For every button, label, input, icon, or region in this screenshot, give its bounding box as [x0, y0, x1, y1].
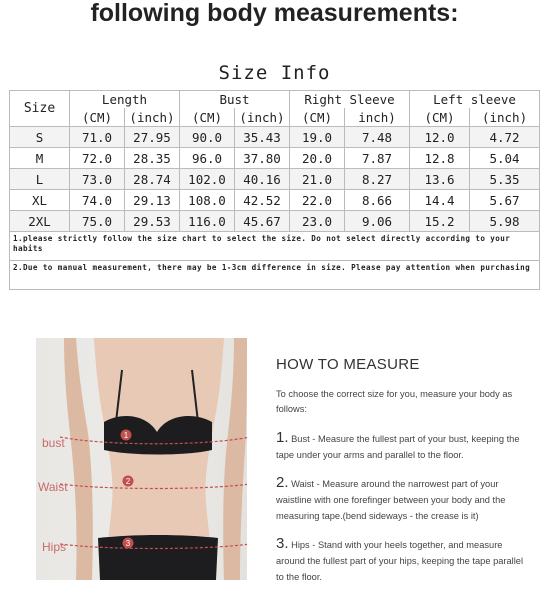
bust-label: bust: [42, 436, 65, 450]
cell: 102.0: [180, 169, 235, 190]
cell: 35.43: [235, 127, 290, 148]
measure-step-waist: [276, 475, 526, 524]
cell: 23.0: [290, 211, 345, 232]
cell: 42.52: [235, 190, 290, 211]
cell: 4.72: [470, 127, 540, 148]
unit-cell: (CM): [410, 108, 470, 127]
cell: 90.0: [180, 127, 235, 148]
cell: 37.80: [235, 148, 290, 169]
marker-label: 3: [125, 539, 131, 548]
unit-cell: (CM): [70, 108, 125, 127]
header-size: Size: [10, 91, 70, 127]
hips-label: Hips: [42, 540, 67, 554]
table-row: [10, 211, 540, 232]
table-row: [10, 169, 540, 190]
header-right-sleeve: Right Sleeve: [290, 91, 410, 109]
cell: 72.0: [70, 148, 125, 169]
cell: 19.0: [290, 127, 345, 148]
measure-step-hips: [276, 536, 526, 585]
cell: 96.0: [180, 148, 235, 169]
cell: 71.0: [70, 127, 125, 148]
cell: 8.66: [345, 190, 410, 211]
cell: 15.2: [410, 211, 470, 232]
cell: 20.0: [290, 148, 345, 169]
cell: 29.53: [125, 211, 180, 232]
table-row: [10, 148, 540, 169]
marker-label: 1: [123, 431, 129, 440]
cell: 9.06: [345, 211, 410, 232]
unit-cell: (inch): [125, 108, 180, 127]
cell: 45.67: [235, 211, 290, 232]
cell: 27.95: [125, 127, 180, 148]
step-number: 3.: [276, 535, 289, 552]
measure-step-bust: [276, 430, 526, 463]
step-text: Bust - Measure the fullest part of your bust, keeping the tape under your arms and parallel to the floor.: [276, 434, 520, 460]
header-length: Length: [70, 91, 180, 109]
step-text: Waist - Measure around the narrowest part of your waistline with one forefinger between your body and the measuring tape.(bend sideways - the crease is it): [276, 479, 506, 521]
cell: S: [10, 127, 70, 148]
step-text: Hips - Stand with your heels together, and measure around the fullest part of your hips, keeping the tape parallel to the floor.: [276, 540, 524, 582]
cell: 108.0: [180, 190, 235, 211]
waist-label: Waist: [38, 480, 68, 494]
cell: 28.35: [125, 148, 180, 169]
cell: 5.67: [470, 190, 540, 211]
note-row: [10, 261, 540, 290]
cell: 22.0: [290, 190, 345, 211]
cell: 73.0: [70, 169, 125, 190]
cell: 40.16: [235, 169, 290, 190]
header-left-sleeve: Left sleeve: [410, 91, 540, 109]
unit-cell: (inch): [470, 108, 540, 127]
table-row: [10, 127, 540, 148]
how-to-measure-panel: [276, 356, 526, 597]
unit-cell: inch): [345, 108, 410, 127]
cell: 8.27: [345, 169, 410, 190]
table-units-row: [10, 108, 540, 127]
model-illustration: [36, 338, 247, 580]
table-header-row: [10, 91, 540, 109]
note-row: [10, 232, 540, 261]
cell: 28.74: [125, 169, 180, 190]
cell: 13.6: [410, 169, 470, 190]
cell: 29.13: [125, 190, 180, 211]
header-bust: Bust: [180, 91, 290, 109]
size-note-2: 2.Due to manual measurement, there may be 1-3cm difference in size. Please pay attention when purchasing: [10, 261, 540, 290]
step-number: 1.: [276, 429, 289, 446]
cell: 12.8: [410, 148, 470, 169]
cell: 75.0: [70, 211, 125, 232]
unit-cell: (inch): [235, 108, 290, 127]
cell: 21.0: [290, 169, 345, 190]
unit-cell: (CM): [180, 108, 235, 127]
how-to-measure-title: HOW TO MEASURE: [276, 356, 420, 373]
cell: 7.48: [345, 127, 410, 148]
cell: 5.98: [470, 211, 540, 232]
cell: 74.0: [70, 190, 125, 211]
unit-cell: (CM): [290, 108, 345, 127]
cell: XL: [10, 190, 70, 211]
measurement-photo: [36, 338, 247, 580]
step-number: 2.: [276, 474, 289, 491]
cell: 116.0: [180, 211, 235, 232]
size-note-1: 1.please strictly follow the size chart to select the size. Do not select directly according to your habits: [10, 232, 540, 261]
page-heading: following body measurements:: [90, 0, 459, 27]
cell: 5.04: [470, 148, 540, 169]
cell: L: [10, 169, 70, 190]
size-chart-title: Size Info: [218, 62, 331, 84]
marker-label: 2: [125, 477, 131, 486]
table-row: [10, 190, 540, 211]
cell: 5.35: [470, 169, 540, 190]
cell: M: [10, 148, 70, 169]
cell: 7.87: [345, 148, 410, 169]
size-chart-table: [9, 90, 540, 290]
cell: 12.0: [410, 127, 470, 148]
cell: 2XL: [10, 211, 70, 232]
how-to-measure-intro: To choose the correct size for you, measure your body as follows:: [276, 389, 513, 414]
cell: 14.4: [410, 190, 470, 211]
